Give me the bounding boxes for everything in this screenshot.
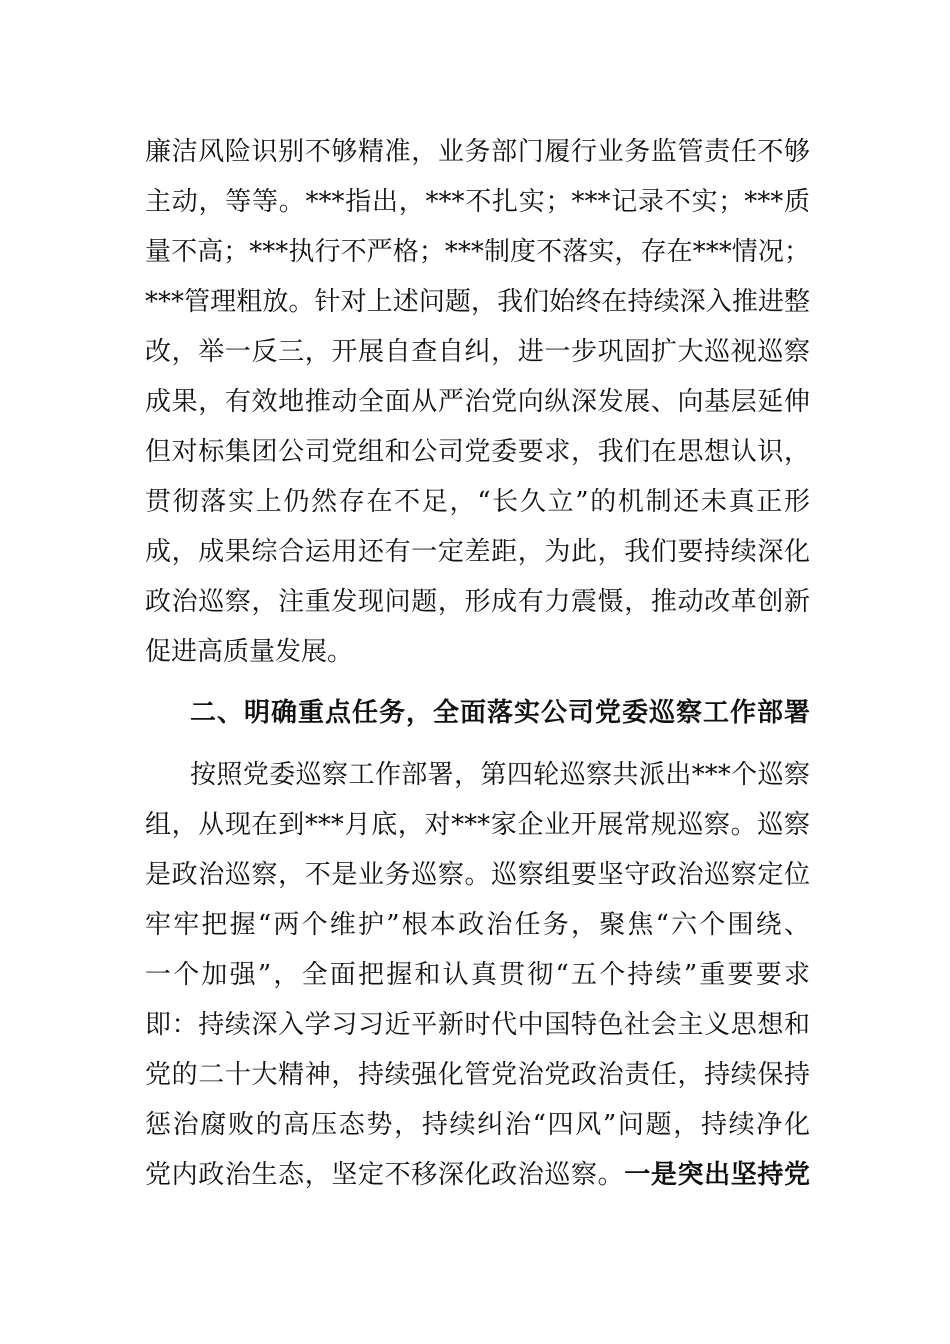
paragraph-1-line: ***管理粗放。针对上述问题，我们始终在持续深入推进整 [145,287,810,317]
paragraph-1-line: 贯彻落实上仍然存在不足，“长久立”的机制还未真正形 [145,487,810,517]
paragraph-2-line: 一个加强”，全面把握和认真贯彻“五个持续”重要要求 [145,960,810,990]
paragraph-1-line: 促进高质量发展。 [145,637,354,667]
paragraph-1-line: 成，成果综合运用还有一定差距，为此，我们要持续深化 [145,537,810,567]
paragraph-2-line: 牢牢把握“两个维护”根本政治任务，聚焦“六个围绕、 [145,910,810,940]
paragraph-1-line: 成果，有效地推动全面从严治党向纵深发展、向基层延伸 [145,387,810,417]
paragraph-2-bold-lead: 一是突出坚持党 [624,1160,810,1190]
section-heading: 二、明确重点任务，全面落实公司党委巡察工作部署 [190,698,810,728]
paragraph-1-line: 但对标集团公司党组和公司党委要求，我们在思想认识， [145,437,810,467]
paragraph-1-line: 主动，等等。***指出，***不扎实；***记录不实；***质 [145,187,810,217]
paragraph-2-line: 即：持续深入学习习近平新时代中国特色社会主义思想和 [145,1010,810,1040]
paragraph-2-line: 惩治腐败的高压态势，持续纠治“四风”问题，持续净化 [145,1110,810,1140]
paragraph-1-line: 廉洁风险识别不够精准，业务部门履行业务监管责任不够 [145,137,810,167]
paragraph-2-line: 是政治巡察，不是业务巡察。巡察组要坚守政治巡察定位 [145,860,810,890]
paragraph-2-line: 组，从现在到***月底，对***家企业开展常规巡察。巡察 [145,810,810,840]
paragraph-2-line: 按照党委巡察工作部署，第四轮巡察共派出***个巡察 [190,760,810,790]
paragraph-2-last-line [145,1159,810,1191]
paragraph-2-line: 党的二十大精神，持续强化管党治党政治责任，持续保持 [145,1060,810,1090]
paragraph-1-line: 量不高；***执行不严格；***制度不落实，存在***情况； [145,237,810,267]
paragraph-2-text: 党内政治生态，坚定不移深化政治巡察。 [145,1160,625,1190]
paragraph-1-line: 政治巡察，注重发现问题，形成有力震慑，推动改革创新 [145,587,810,617]
paragraph-1-line: 改，举一反三，开展自查自纠，进一步巩固扩大巡视巡察 [145,337,810,367]
